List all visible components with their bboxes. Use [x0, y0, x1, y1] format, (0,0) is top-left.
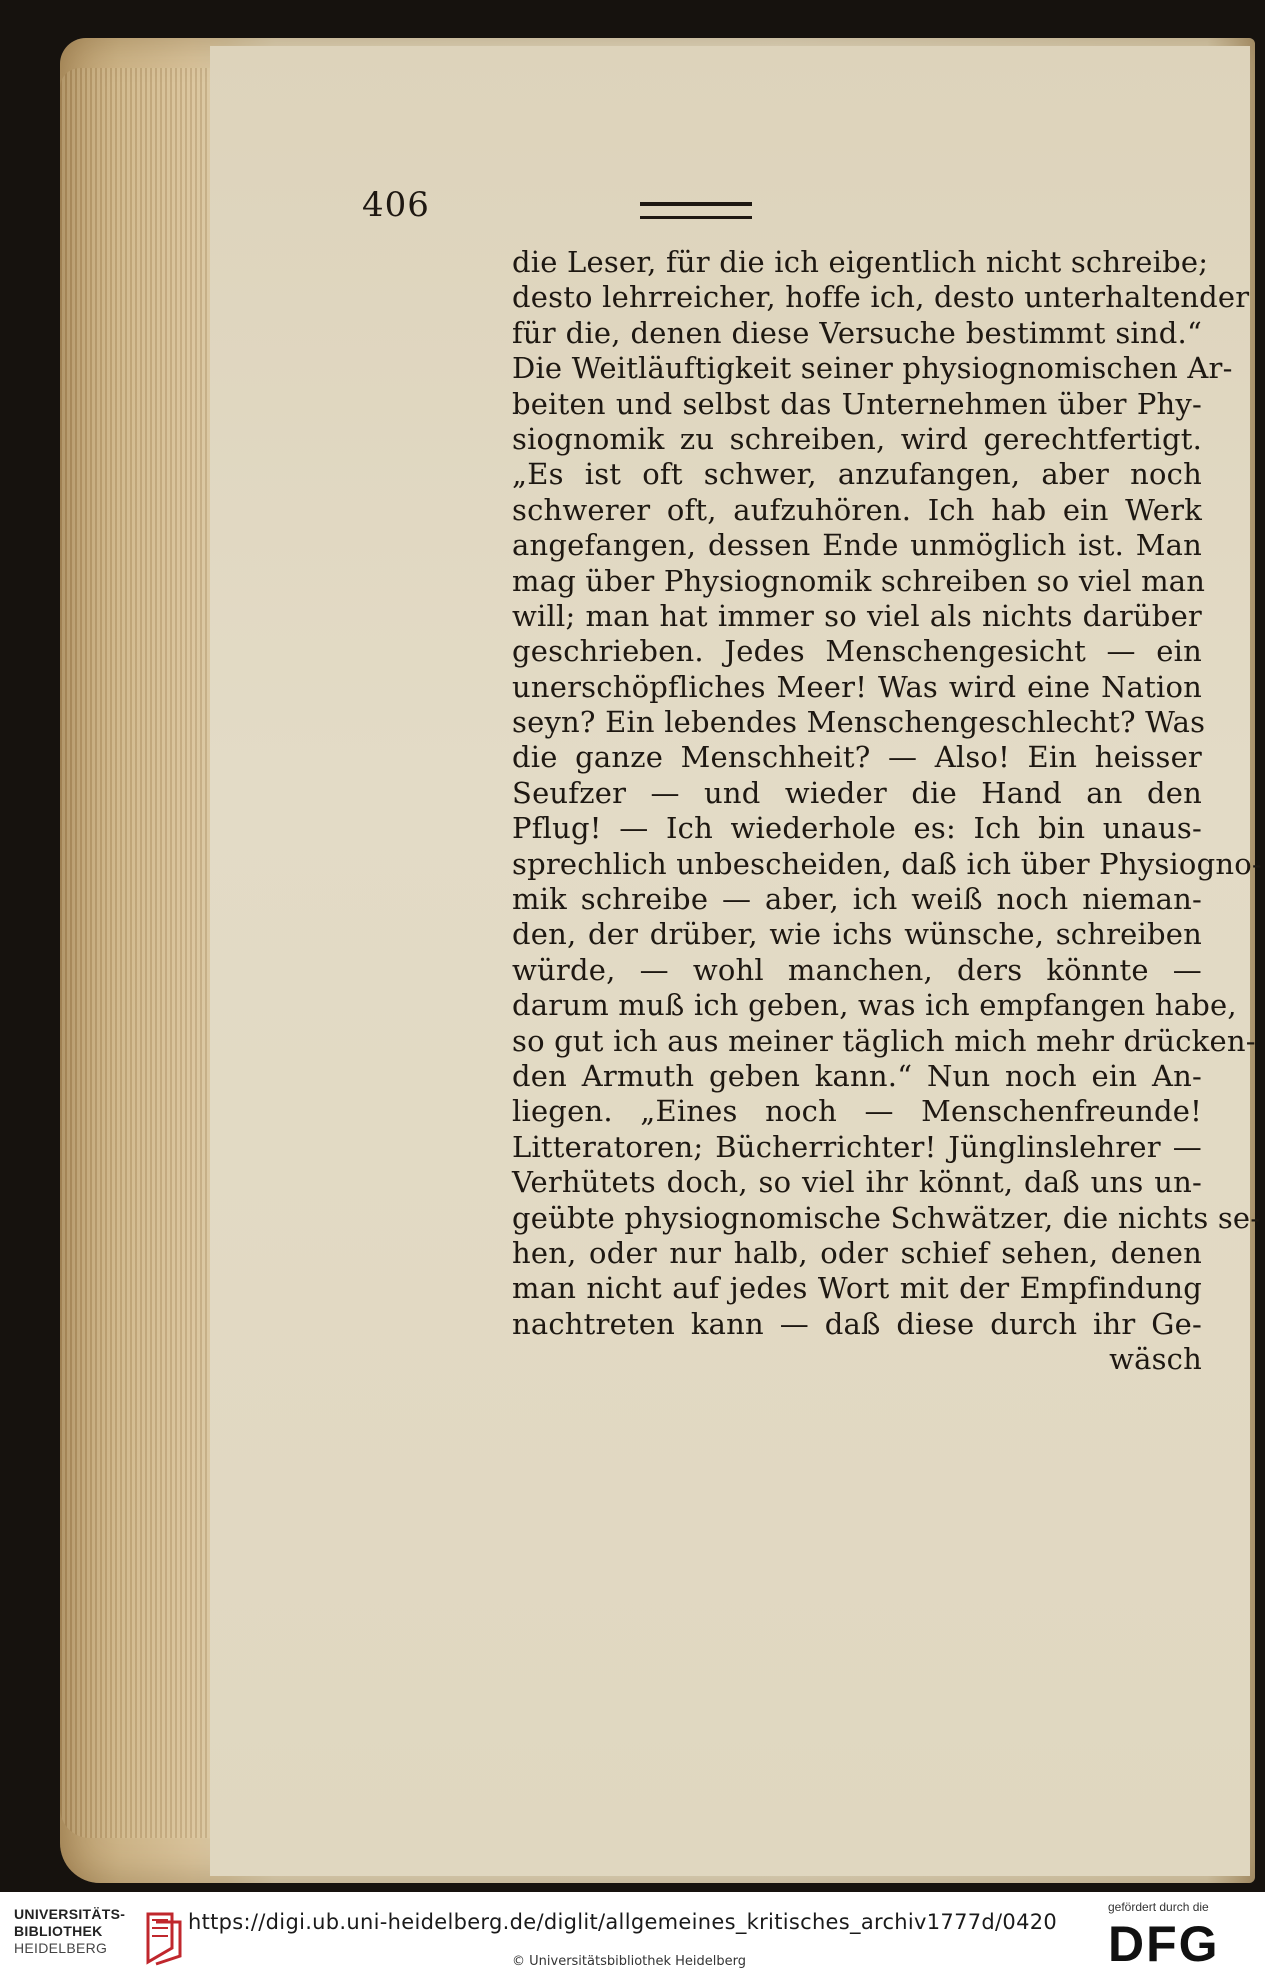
text-line: liegen. „Eines noch — Menschenfreunde!: [512, 1094, 1202, 1129]
text-line: für die, denen diese Versuche bestimmt sind.“: [512, 315, 1202, 350]
text-line: man nicht auf jedes Wort mit der Empfindung: [512, 1271, 1202, 1306]
text-line: schwerer oft, aufzuhören. Ich hab ein Werk: [512, 492, 1202, 527]
text-line: Verhütets doch, so viel ihr könnt, daß uns un-: [512, 1165, 1202, 1200]
text-line: die ganze Menschheit? — Also! Ein heisser: [512, 740, 1202, 775]
text-line: den, der drüber, wie ichs wünsche, schreiben: [512, 917, 1202, 952]
text-line: nachtreten kann — daß diese durch ihr Ge-: [512, 1306, 1202, 1341]
page-number: 406: [362, 185, 430, 225]
logo-line-3: HEIDELBERG: [14, 1940, 108, 1956]
library-emblem-icon: [142, 1908, 186, 1966]
page-edges: [60, 68, 210, 1838]
text-line: den Armuth geben kann.“ Nun noch ein An-: [512, 1058, 1202, 1093]
dfg-funding-logo: [1100, 1900, 1250, 1980]
logo-line-1: UNIVERSITÄTS-: [14, 1906, 126, 1922]
text-line: darum muß ich geben, was ich empfangen habe,: [512, 988, 1237, 1023]
text-line: würde, — wohl manchen, ders könnte —: [512, 952, 1202, 987]
text-line: geübte physiognomische Schwätzer, die nichts se-: [512, 1200, 1261, 1235]
library-logo[interactable]: [14, 1906, 184, 1966]
dfg-wordmark: DFG: [1108, 1916, 1220, 1972]
text-line: siognomik zu schreiben, wird gerechtfertigt.: [512, 421, 1202, 456]
text-line: Seufzer — und wieder die Hand an den: [512, 775, 1202, 810]
logo-line-2: BIBLIOTHEK: [14, 1923, 103, 1939]
text-line: die Leser, für die ich eigentlich nicht schreibe;: [512, 245, 1209, 279]
text-line: Pflug! — Ich wiederhole es: Ich bin unaus-: [512, 811, 1202, 846]
header-rule: [640, 202, 752, 219]
text-line: angefangen, dessen Ende unmöglich ist. Man: [512, 528, 1202, 563]
catchword: wäsch: [1109, 1342, 1202, 1377]
copyright-notice: © Universitätsbibliothek Heidelberg: [512, 1954, 747, 1969]
text-line: unerschöpfliches Meer! Was wird eine Nation: [512, 669, 1202, 704]
text-line: so gut ich aus meiner täglich mich mehr drücken-: [512, 1023, 1256, 1058]
page-text: [512, 245, 1262, 1378]
text-line: mik schreibe — aber, ich weiß noch nieman-: [512, 882, 1202, 917]
text-line: Litteratoren; Bücherrichter! Jünglinslehrer —: [512, 1129, 1202, 1164]
permalink-url[interactable]: https://digi.ub.uni-heidelberg.de/diglit/allgemeines_kritisches_archiv1777d/0420: [188, 1910, 1058, 1934]
text-line: Die Weitläuftigkeit seiner physiognomischen Ar-: [512, 351, 1233, 386]
dfg-tagline: gefördert durch die: [1108, 1900, 1209, 1914]
text-line: beiten und selbst das Unternehmen über Phy-: [512, 386, 1202, 421]
text-line: „Es ist oft schwer, anzufangen, aber noch: [512, 457, 1202, 492]
text-line: mag über Physiognomik schreiben so viel man: [512, 563, 1206, 598]
text-line: geschrieben. Jedes Menschengesicht — ein: [512, 634, 1202, 669]
text-line: sprechlich unbescheiden, daß ich über Physiogno-: [512, 846, 1262, 881]
text-line: desto lehrreicher, hoffe ich, desto unterhaltender: [512, 280, 1250, 315]
text-line: seyn? Ein lebendes Menschengeschlecht? Was: [512, 705, 1206, 740]
text-line: hen, oder nur halb, oder schief sehen, denen: [512, 1235, 1202, 1270]
text-line: will; man hat immer so viel als nichts darüber: [512, 598, 1202, 633]
viewer-footer: [0, 1892, 1265, 1984]
page-header: [362, 185, 922, 235]
